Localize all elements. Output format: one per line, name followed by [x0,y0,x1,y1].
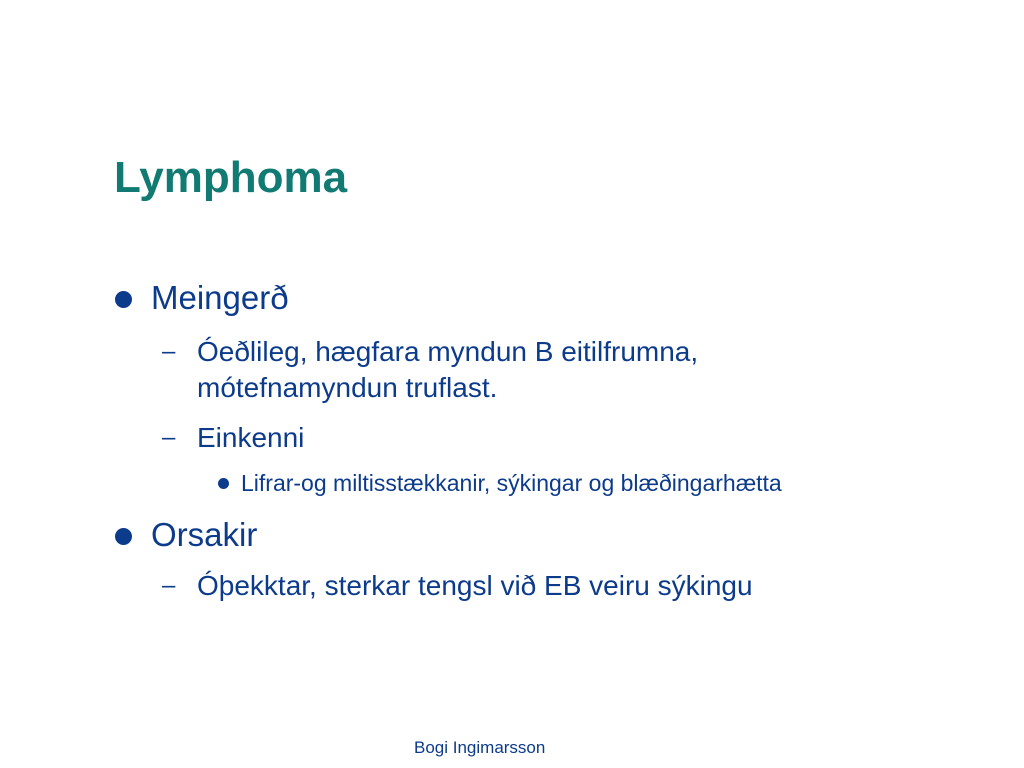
bullet-text: Orsakir [151,516,258,553]
bullet-text: Lifrar-og miltisstækkanir, sýkingar og blæðingarhætta [241,470,782,496]
bullet-text: Meingerð [151,279,289,316]
footer-author: Bogi Ingimarsson [414,738,546,757]
bullet-dot-icon [115,528,132,545]
bullet-dot-icon [218,478,229,489]
dash-bullet-icon: – [162,424,176,451]
slide-title: Lymphoma [114,153,348,202]
dash-bullet-icon: – [162,338,176,365]
bullet-text: Óþekktar, sterkar tengsl við EB veiru sýkingu [197,570,753,601]
bullet-text: Einkenni [197,422,305,453]
bullet-dot-icon [115,291,132,308]
bullet-text: Óeðlileg, hægfara myndun B eitilfrumna, mótefnamyndun truflast. [197,336,699,403]
dash-bullet-icon: – [162,572,176,599]
